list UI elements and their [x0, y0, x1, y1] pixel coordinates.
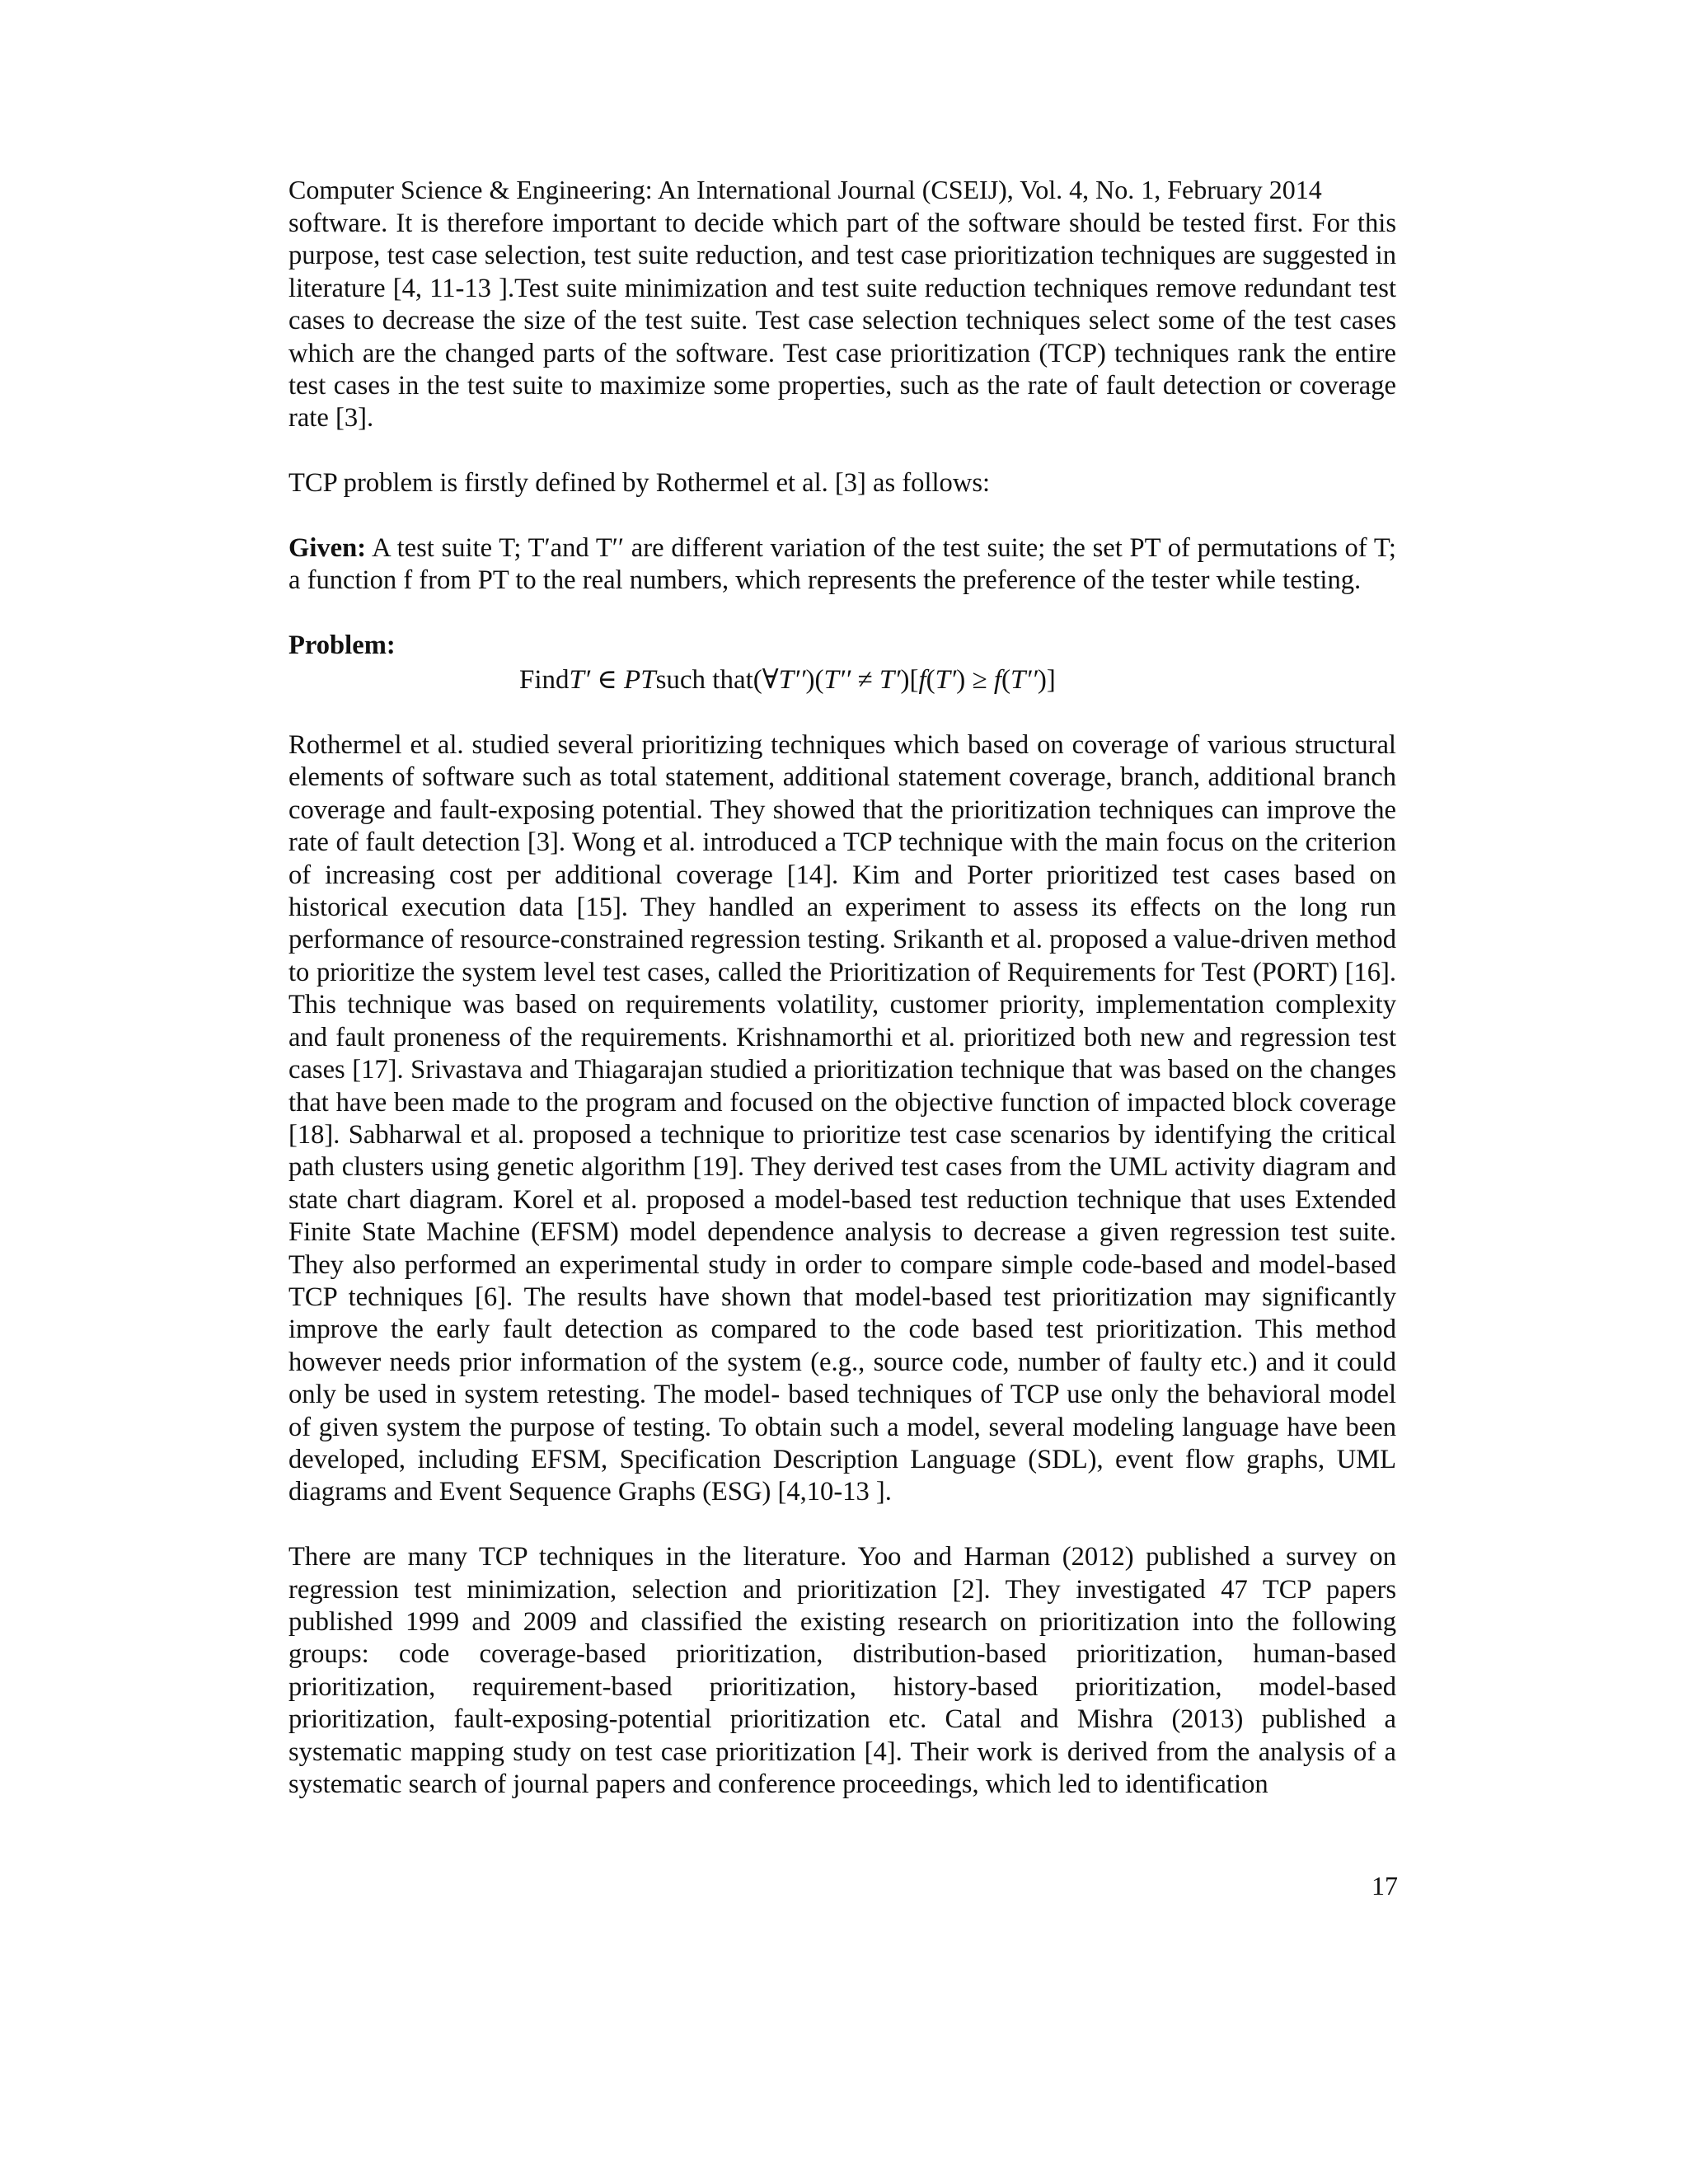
paragraph-surveys: There are many TCP techniques in the literature. Yoo and Harman (2012) published a survey on regression test minimization, selection and prioritization [2]. They investigated 47 TCP papers published 1999 and 2009 and classified the existing research on prioritization into the following groups: code coverage-based prioritization, distribution-based prioritization, human-based prioritization, requirement-based prioritization, history-based prioritization, model-based prioritization, fault-exposing-potential prioritization etc. Catal and Mishra (2013) published a systematic mapping study on test case prioritization [4]. Their work is derived from the analysis of a systematic search of journal papers and conference proceedings, which led to identification [288, 1542, 1396, 1800]
formula-arg1-open: ( [926, 664, 935, 695]
problem-formula [288, 663, 1396, 697]
formula-f-2: f [993, 664, 1002, 695]
running-header: Computer Science & Engineering: An International Journal (CSEIJ), Vol. 4, No. 1, February 2014 [288, 175, 1322, 204]
formula-t-dprime-2: T′′ [823, 664, 851, 695]
paragraph-tcp-definition: TCP problem is firstly defined by Rothermel et al. [3] as follows: [288, 468, 991, 499]
given-text: A test suite T; T′and T′′ are different variation of the test suite; the set PT of permutations of T; a function f from PT to the real numbers, which represents the preference of the tester while testing. [288, 533, 1396, 596]
formula-such-that: such that [655, 664, 753, 695]
paragraph-related-techniques: Rothermel et al. studied several prioritizing techniques which based on coverage of various structural elements of software such as total statement, additional statement coverage, branch, additional branch coverage and fault-exposing potential. They showed that the prioritization techniques can improve the rate of fault detection [3]. Wong et al. introduced a TCP technique with the main focus on the criterion of increasing cost per additional coverage [14]. Kim and Porter prioritized test cases based on historical execution data [15]. They handled an experiment to assess its effects on the long run performance of resource-constrained regression testing. Srikanth et al. proposed a value-driven method to prioritize the system level test cases, called the Prioritization of Requirements for Test (PORT) [16]. This technique was based on requirements volatility, customer priority, implementation complexity and fault proneness of the requirements. Krishnamorthi et al. prioritized both new and regression test cases [17]. Srivastava and Thiagarajan studied a prioritization technique that was based on the changes that have been made to the program and focused on the objective function of impacted block coverage [18]. Sabharwal et al. proposed a technique to prioritize test case scenarios by identifying the critical path clusters using genetic algorithm [19]. They derived test cases from the UML activity diagram and state chart diagram. Korel et al. proposed a model-based test reduction technique that uses Extended Finite State Machine (EFSM) model dependence analysis to decrease a given regression test suite. They also performed an experimental study in order to compare simple code-based and model-based TCP techniques [6]. The results have shown that model-based test prioritization may significantly improve the early fault detection as compared to the code based test prioritization. This method however needs prior information of the system (e.g., source code, number of faulty etc.) and it could only be used in system retesting. The model- based techniques of TCP use only the behavioral model of given system the purpose of testing. To obtain such a model, several modeling language have been developed, including EFSM, Specification Description Language (SDL), event flow graphs, UML diagrams and Event Sequence Graphs (ESG) [4,10-13 ]. [288, 730, 1396, 1507]
formula-arg2-close: )] [1037, 664, 1056, 695]
given-label: Given: [288, 533, 367, 564]
formula-quantifier-open: (∀ [753, 664, 779, 695]
body-column [288, 208, 1396, 1801]
formula-f-1: f [918, 664, 926, 695]
problem-label: Problem: [288, 630, 396, 661]
paragraph-given [288, 532, 1396, 598]
page-number: 17 [1372, 1871, 1398, 1900]
formula-find: Find [519, 664, 570, 695]
formula-t-dprime-1: T′′ [778, 664, 806, 695]
formula-arg2-open: ( [1001, 664, 1011, 695]
formula-t-prime-2: T′ [879, 664, 901, 695]
formula-geq: ≥ [965, 664, 994, 695]
formula-t-dprime-3: T′′ [1010, 664, 1038, 695]
formula-pt: PT [624, 664, 656, 695]
paragraph-intro: software. It is therefore important to decide which part of the software should be tested first. For this purpose, test case selection, test suite reduction, and test case prioritization techniques are suggested in literature [4, 11-13 ].Test suite minimization and test suite reduction techniques remove redundant test cases to decrease the size of the test suite. Test case selection techniques select some of the test cases which are the changed parts of the software. Test case prioritization (TCP) techniques rank the entire test cases in the test suite to maximize some properties, such as the rate of fault detection or coverage rate [3]. [288, 209, 1396, 434]
formula-not-equal: ≠ [851, 664, 879, 695]
formula-arg1-close: ) [956, 664, 966, 695]
formula-quantifier-close: )( [805, 664, 824, 695]
formula-element-of: ∈ [590, 664, 625, 695]
formula-condition-open: )[ [900, 664, 919, 695]
formula-t-prime-3: T′ [935, 664, 957, 695]
formula-t-prime: T′ [569, 664, 591, 695]
